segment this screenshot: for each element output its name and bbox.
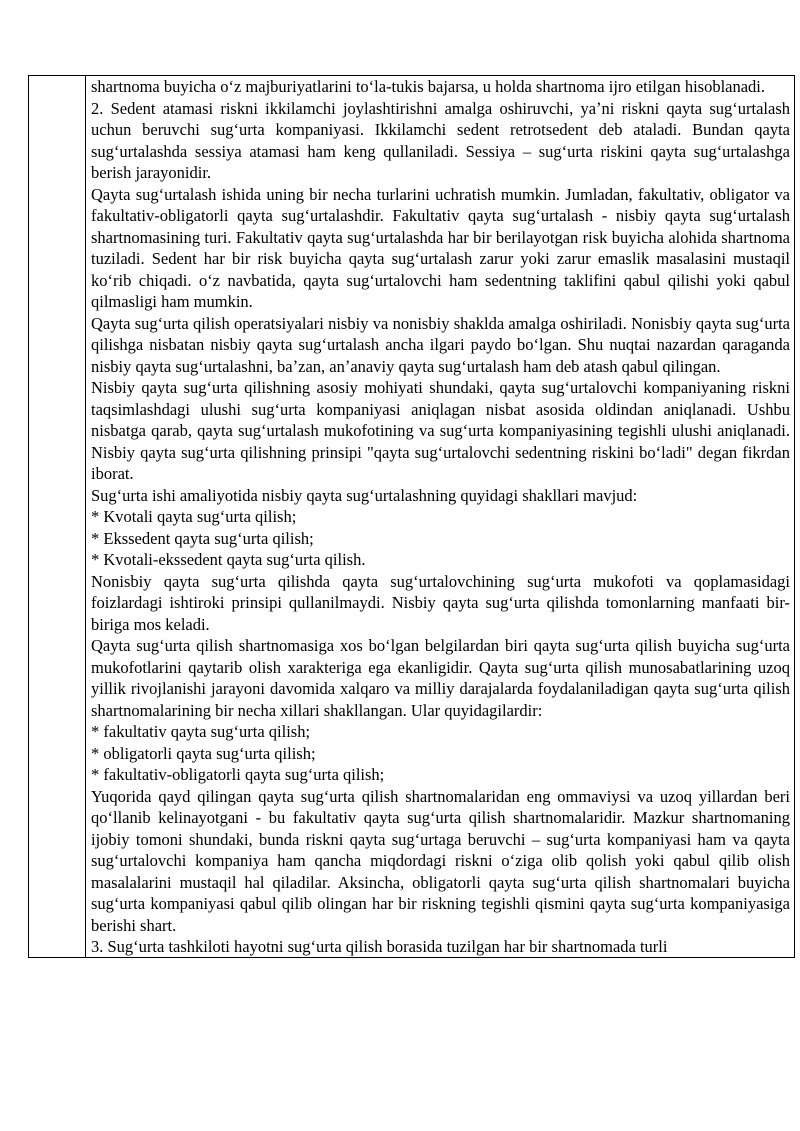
list-item: * fakultativ qayta sugʻurta qilish; bbox=[91, 722, 311, 741]
table-row bbox=[29, 76, 795, 958]
document-table bbox=[28, 75, 795, 958]
paragraph: Qayta sugʻurta qilish shartnomasiga xos boʻlgan belgilardan biri qayta sugʻurta qilish buyicha sugʻurta mukofotlarini qaytarib olish xarakteriga ega ekanligidir. Qayta sugʻurta qilish munosabatlarining uzoq yillik rivojlanishi jarayoni davomida xalqaro va milliy darajalarda foydalaniladigan qayta sugʻurta qilish shartnomalarining bir necha xillari shakllangan. Ular quyidagilardir: bbox=[91, 636, 790, 720]
paragraph: shartnoma buyicha oʻz majburiyatlarini toʻla-tukis bajarsa, u holda shartnoma ijro etilgan hisoblanadi. bbox=[91, 77, 766, 96]
list-item: * Ekssedent qayta sugʻurta qilish; bbox=[91, 528, 314, 548]
list-item: * fakultativ-obligatorli qayta sugʻurta qilish; bbox=[91, 765, 385, 784]
paragraph: Yuqorida qayd qilingan qayta sugʻurta qilish shartnomalaridan eng ommaviysi va uzoq yillardan beri qoʻllanib kelinayotgani - bu fakultativ qayta sugʻurta qilish shartnomalaridir. Mazkur shartnomaning ijobiy tomoni shundaki, bunda riskni qayta sugʻurtaga beruvchi – sugʻurta kompaniyasi ham va qayta sugʻurtalovchi kompaniya ham qancha miqdordagi riskni oʻziga olib qolish yoki qabul qilib olish masalalarini mustaqil hal qiladilar. Aksincha, obligatorli qayta sugʻurta qilish shartnomalari buyicha sugʻurta kompaniyasi qabul qilib olingan har bir riskning tegishli qismini qayta sugʻurta kompaniyasiga berishi shart. bbox=[91, 786, 790, 935]
number-column-cell bbox=[29, 76, 86, 958]
paragraph: 3. Sugʻurta tashkiloti hayotni sugʻurta qilish borasida tuzilgan har bir shartnomada turli bbox=[91, 937, 668, 956]
paragraph: 2. Sedent atamasi riskni ikkilamchi joylashtirishni amalga oshiruvchi, yaʼni riskni qayta sugʻurtalash uchun beruvchi sugʻurta kompaniyasi. Ikkilamchi sedent retrotsedent deb ataladi. Bundan qayta sugʻurtalashda sessiya atamasi ham keng qullaniladi. Sessiya – sugʻurta riskini qayta sugʻurtalashga berish jarayonidir. bbox=[91, 98, 790, 182]
list-item: * Kvotali qayta sugʻurta qilish; bbox=[91, 507, 297, 526]
content-column-cell bbox=[86, 76, 795, 958]
list-item: * obligatorli qayta sugʻurta qilish; bbox=[91, 743, 316, 763]
paragraph: Qayta sugʻurtalash ishida uning bir necha turlarini uchratish mumkin. Jumladan, fakultativ, obligator va fakultativ-obligatorli qayta sugʻurtalashdir. Fakultativ qayta sugʻurtalash - nisbiy qayta sugʻurtalash shartnomasining turi. Fakultativ qayta sugʻurtalashda har bir berilayotgan risk buyicha alohida shartnoma tuziladi. Sedent har bir risk buyicha qayta sugʻurtalash zarur yoki zarur emaslik masalasini mustaqil koʻrib chiqadi. oʻz navbatida, qayta sugʻurtalovchi ham sedentning taklifini qabul qilishi yoki qabul qilmasligi ham mumkin. bbox=[91, 184, 790, 311]
paragraph: Nonisbiy qayta sugʻurta qilishda qayta sugʻurtalovchining sugʻurta mukofoti va qoplamasidagi foizlardagi ishtiroki prinsipi qullanilmaydi. Nisbiy qayta sugʻurta qilishda tomonlarning manfaati bir-biriga mos keladi. bbox=[91, 571, 790, 634]
paragraph: Qayta sugʻurta qilish operatsiyalari nisbiy va nonisbiy shaklda amalga oshiriladi. Nonisbiy qayta sugʻurta qilishga nisbatan nisbiy qayta sugʻurtalash ancha ilgari paydo boʻlgan. Shu nuqtai nazardan qaraganda nisbiy qayta sugʻurtalashni, baʼzan, anʼanaviy qayta sugʻurtalash ham deb atash qabul qilingan. bbox=[91, 313, 790, 376]
paragraph: Sugʻurta ishi amaliyotida nisbiy qayta sugʻurtalashning quyidagi shakllari mavjud: bbox=[91, 485, 638, 505]
paragraph: Nisbiy qayta sugʻurta qilishning asosiy mohiyati shundaki, qayta sugʻurtalovchi kompaniyaning riskni taqsimlashdagi ulushi sugʻurta kompaniyasi aniqlagan nisbat asosida oldindan aniqlanadi. Ushbu nisbatga qarab, qayta sugʻurtalash mukofotining va sugʻurta kompaniyasining tegishli ulushi aniqlanadi. Nisbiy qayta sugʻurta qilishning prinsipi "qayta sugʻurtalovchi sedentning riskini boʻladi" degan fikrdan iborat. bbox=[91, 378, 790, 483]
list-item: * Kvotali-ekssedent qayta sugʻurta qilish. bbox=[91, 550, 366, 569]
